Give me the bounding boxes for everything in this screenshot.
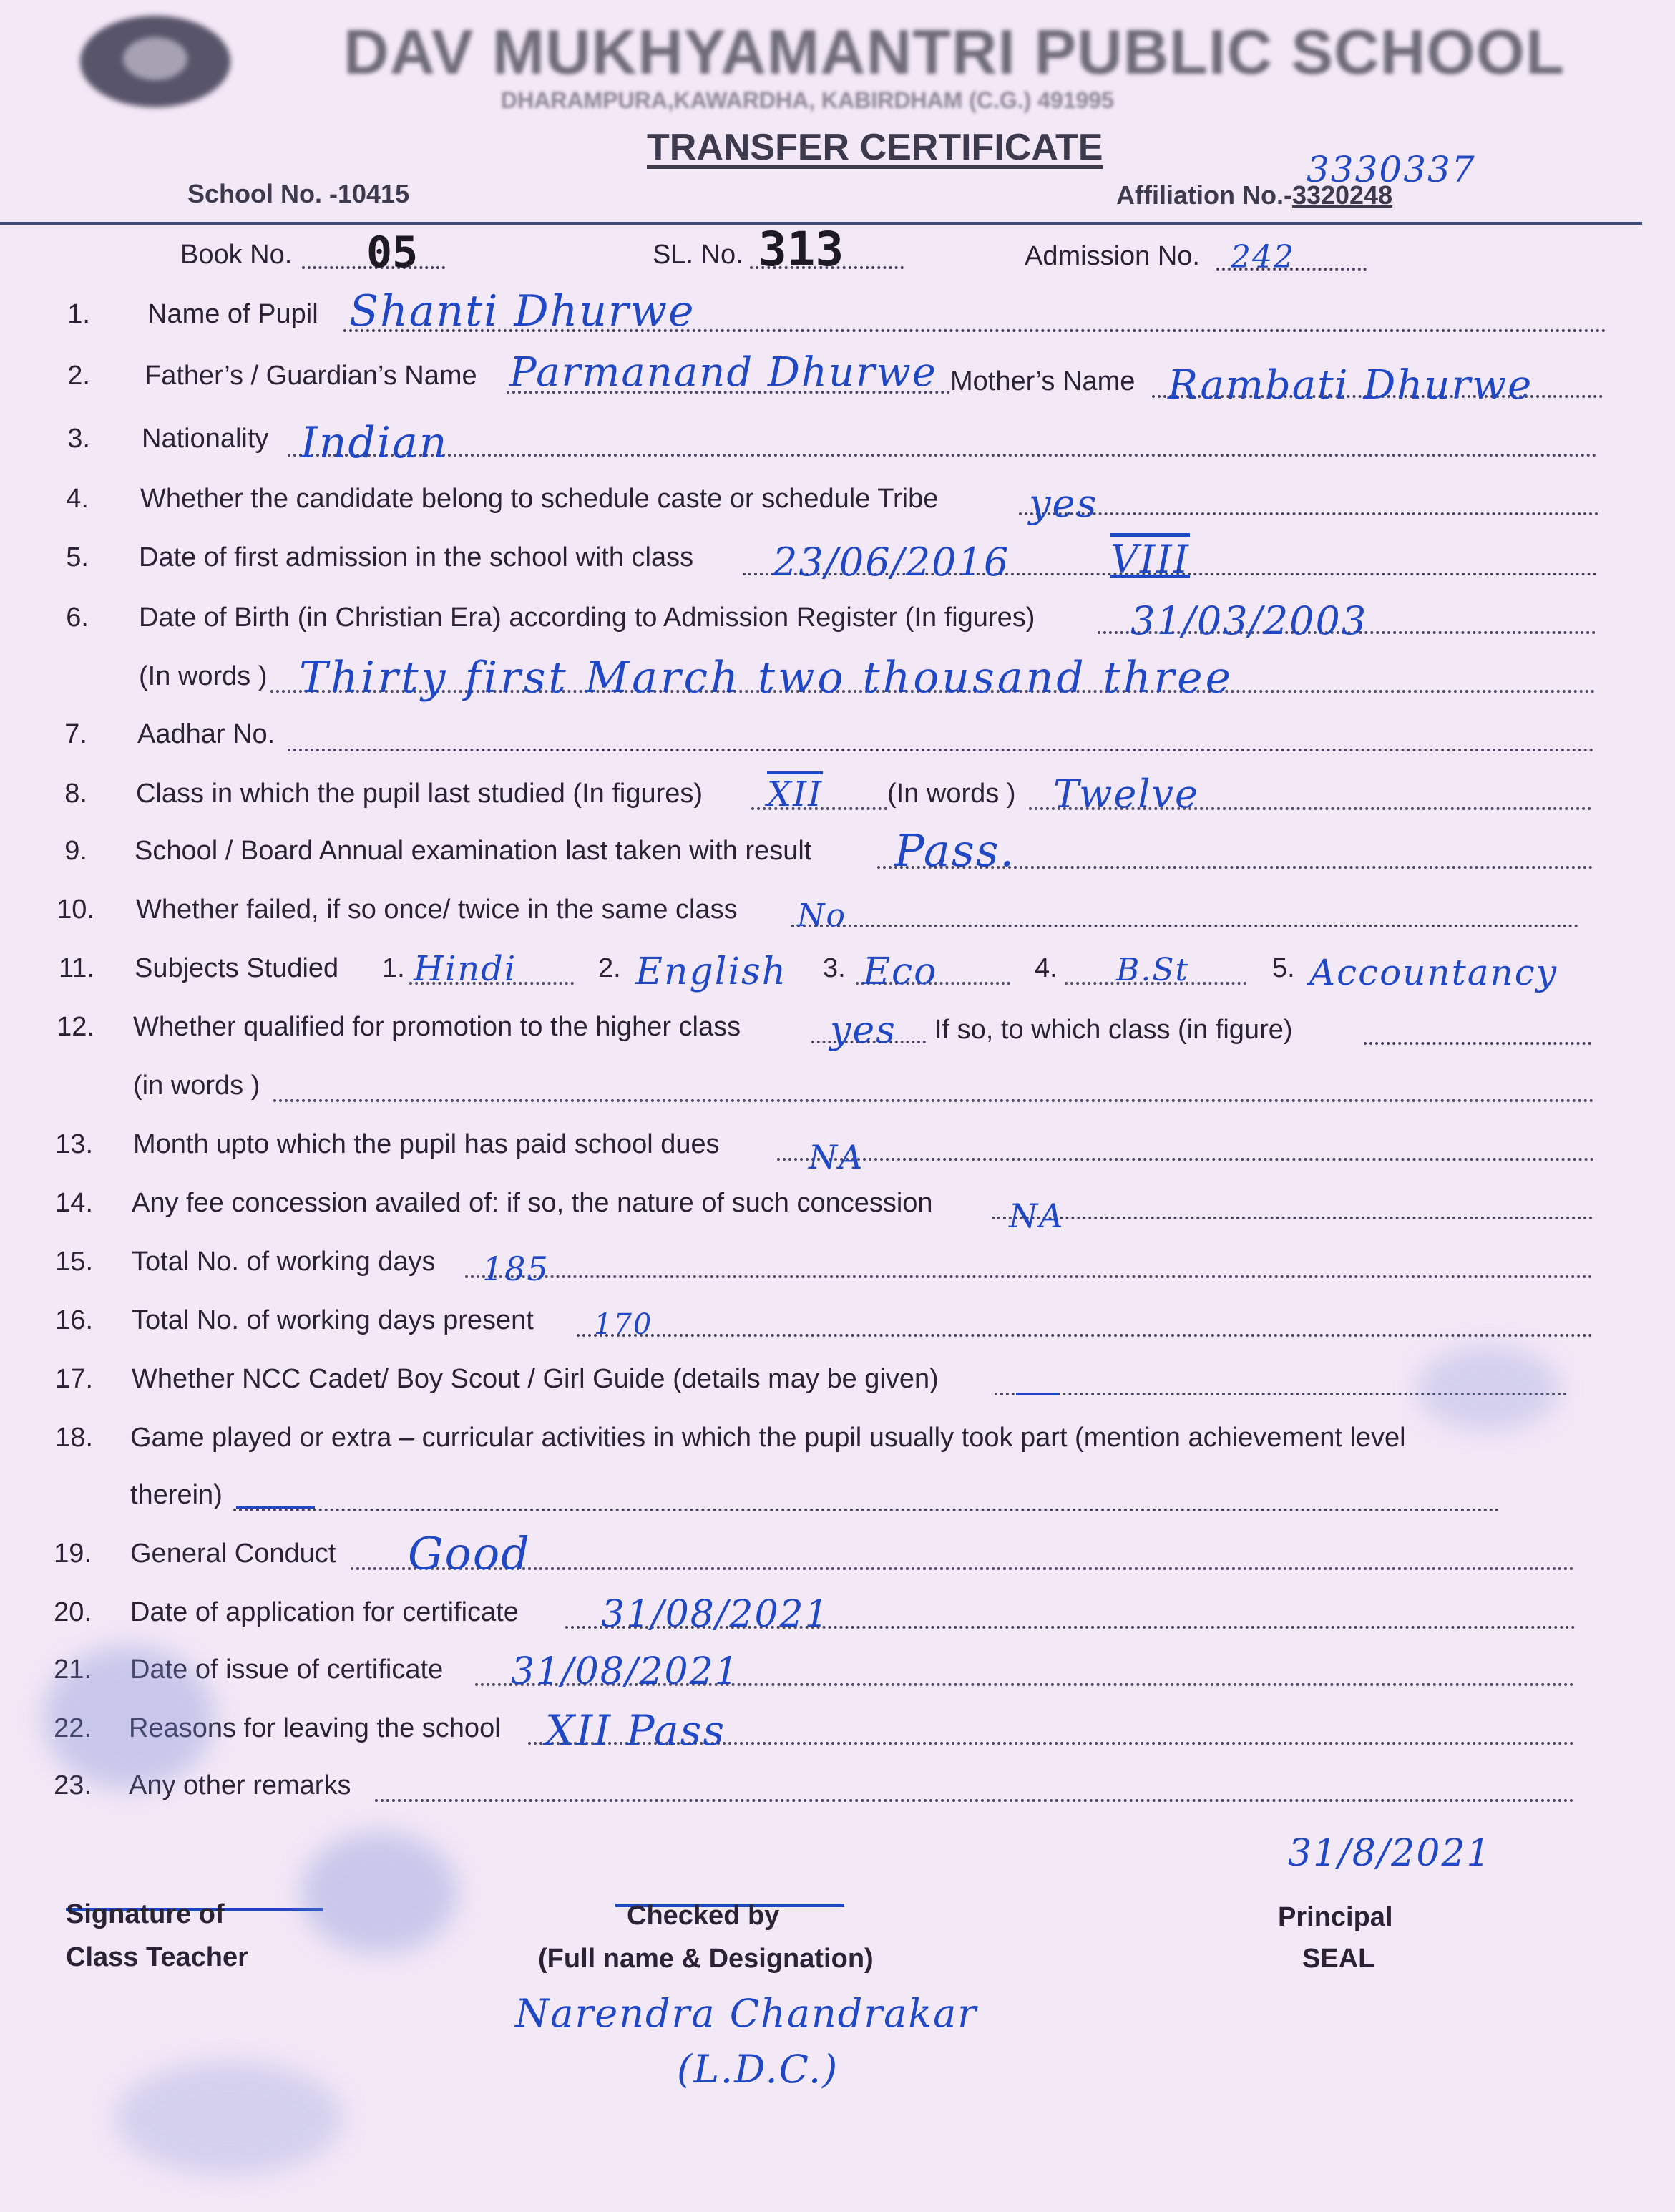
row-number: 8. [64,779,87,809]
affiliation-handwritten: 3330337 [1307,149,1476,190]
issue-date-label: Date of issue of certificate [130,1655,444,1685]
ncc-scout-label: Whether NCC Cadet/ Boy Scout / Girl Guide (details may be given) [132,1364,939,1394]
subject-2-number: 2. [598,953,621,983]
teacher-signature-label: Signature of [66,1899,225,1929]
pupil-name-value: Shanti Dhurwe [349,286,695,336]
dob-figures-value: 31/03/2003 [1130,598,1368,643]
last-class-words-label: (In words ) [887,779,1016,809]
subject-3-number: 3. [823,953,846,983]
activities-label: Game played or extra – curricular activities in which the pupil usually took part (mention achievement level [130,1423,1406,1453]
school-name: DAV MUKHYAMANTRI PUBLIC SCHOOL [343,16,1565,87]
ink-smudge [1417,1345,1560,1431]
row-number: 2. [67,361,90,391]
school-dues-value: NA [809,1138,864,1176]
school-logo-icon [80,16,230,107]
row-number: 1. [67,299,90,329]
row-number: 23. [54,1770,92,1801]
row-number: 13. [55,1129,93,1159]
row-number: 15. [55,1247,93,1277]
dob-words-value: Thirty first March two thousand three [299,653,1234,703]
issue-date-value: 31/08/2021 [511,1650,740,1693]
school-number: School No. -10415 [187,179,410,208]
row-number: 22. [54,1713,92,1743]
row-number: 11. [58,953,94,983]
row-number: 18. [55,1423,93,1453]
sl-no-label: SL. No. [653,240,743,270]
father-name-label: Father’s / Guardian’s Name [145,361,477,391]
last-class-words-value: Twelve [1053,771,1200,817]
admission-no-label: Admission No. [1025,241,1200,271]
subject-4-value: B.St [1116,952,1190,988]
application-date-value: 31/08/2021 [601,1593,830,1636]
subject-2-value: English [635,950,788,993]
fee-concession-value: NA [1009,1197,1065,1235]
subject-1-number: 1. [382,953,405,983]
row-number: 5. [66,542,89,573]
document-title: TRANSFER CERTIFICATE [647,127,1103,168]
nationality-value: Indian [301,418,449,468]
mother-name-value: Rambati Dhurwe [1168,362,1533,409]
class-teacher-label: Class Teacher [66,1942,248,1972]
dob-label: Date of Birth (in Christian Era) according to Admission Register (In figures) [139,603,1035,633]
failed-label: Whether failed, if so once/ twice in the same class [136,895,738,925]
last-class-label: Class in which the pupil last studied (In figures) [136,779,703,809]
subject-4-number: 4. [1035,953,1058,983]
promotion-words-label: (in words ) [133,1071,260,1101]
checked-by-label: Checked by [627,1901,780,1931]
row-number: 7. [64,719,87,749]
row-number: 14. [55,1188,93,1218]
activities-dash [236,1506,315,1509]
affiliation-label: Affiliation No.- [1116,180,1292,210]
days-present-label: Total No. of working days present [132,1305,534,1335]
row-number: 3. [67,424,90,454]
row-number: 21. [54,1655,92,1685]
conduct-value: Good [408,1527,531,1579]
school-address: DHARAMPURA,KAWARDHA, KABIRDHAM (C.G.) 491995 [501,87,1114,113]
checked-name-value: Narendra Chandrakar [515,1991,978,2036]
ink-smudge [301,1832,458,1954]
aadhar-label: Aadhar No. [137,719,275,749]
checked-designation-label: (Full name & Designation) [538,1944,874,1974]
first-admission-class: VIII [1110,537,1190,582]
principal-label: Principal [1278,1902,1393,1932]
row-number: 20. [54,1597,92,1627]
caste-tribe-label: Whether the candidate belong to schedule caste or schedule Tribe [140,484,939,514]
subjects-label: Subjects Studied [135,953,339,983]
leaving-reason-value: XII Pass [545,1706,726,1755]
ink-smudge [114,2061,343,2176]
promotion-value: yes [830,1009,897,1052]
subject-5-number: 5. [1272,953,1295,983]
row-number: 9. [64,836,87,866]
leaving-reason-label: Reasons for leaving the school [129,1713,501,1743]
row-number: 16. [55,1305,93,1335]
row-number: 12. [57,1012,94,1042]
remarks-label: Any other remarks [129,1770,351,1801]
conduct-label: General Conduct [130,1539,336,1569]
row-number: 4. [66,484,89,514]
school-dues-label: Month upto which the pupil has paid school dues [133,1129,720,1159]
checked-designation-value: (L.D.C.) [677,2047,839,2092]
row-number: 10. [57,895,94,925]
activities-label-2: therein) [130,1480,223,1510]
caste-tribe-value: yes [1029,481,1098,526]
first-admission-label: Date of first admission in the school with class [139,542,694,573]
first-admission-date: 23/06/2016 [773,540,1010,585]
exam-result-value: Pass. [894,824,1016,877]
subject-5-value: Accountancy [1309,952,1558,993]
nationality-label: Nationality [142,424,269,454]
dob-words-label: (In words ) [139,661,268,691]
ink-smudge [43,1646,215,1789]
promotion-label: Whether qualified for promotion to the higher class [133,1012,741,1042]
principal-signature-date: 31/8/2021 [1288,1832,1492,1875]
application-date-label: Date of application for certificate [130,1597,519,1627]
working-days-value: 185 [482,1249,550,1288]
subject-1-value: Hindi [414,949,517,989]
row-number: 17. [55,1364,93,1394]
affiliation-value: 3320248 [1291,180,1393,210]
book-no-value: 05 [366,228,419,278]
book-no-label: Book No. [180,240,293,270]
working-days-label: Total No. of working days [132,1247,436,1277]
admission-no-value: 242 [1231,239,1295,276]
promotion-class-label: If so, to which class (in figure) [934,1015,1293,1045]
father-name-value: Parmanand Dhurwe [509,349,937,396]
seal-label: SEAL [1302,1944,1375,1974]
subject-3-value: Eco [863,950,938,993]
days-present-value: 170 [594,1308,653,1341]
failed-value: No [797,897,846,934]
pupil-name-label: Name of Pupil [147,299,318,329]
row-number: 19. [54,1539,92,1569]
row-number: 6. [66,603,89,633]
fee-concession-label: Any fee concession availed of: if so, the nature of such concession [132,1188,933,1218]
exam-result-label: School / Board Annual examination last taken with result [135,836,812,866]
mother-name-label: Mother’s Name [950,366,1136,396]
last-class-figures: $\overline{XII}$ [767,774,824,814]
ncc-scout-dash [1016,1393,1059,1395]
sl-no-value: 313 [758,222,844,277]
